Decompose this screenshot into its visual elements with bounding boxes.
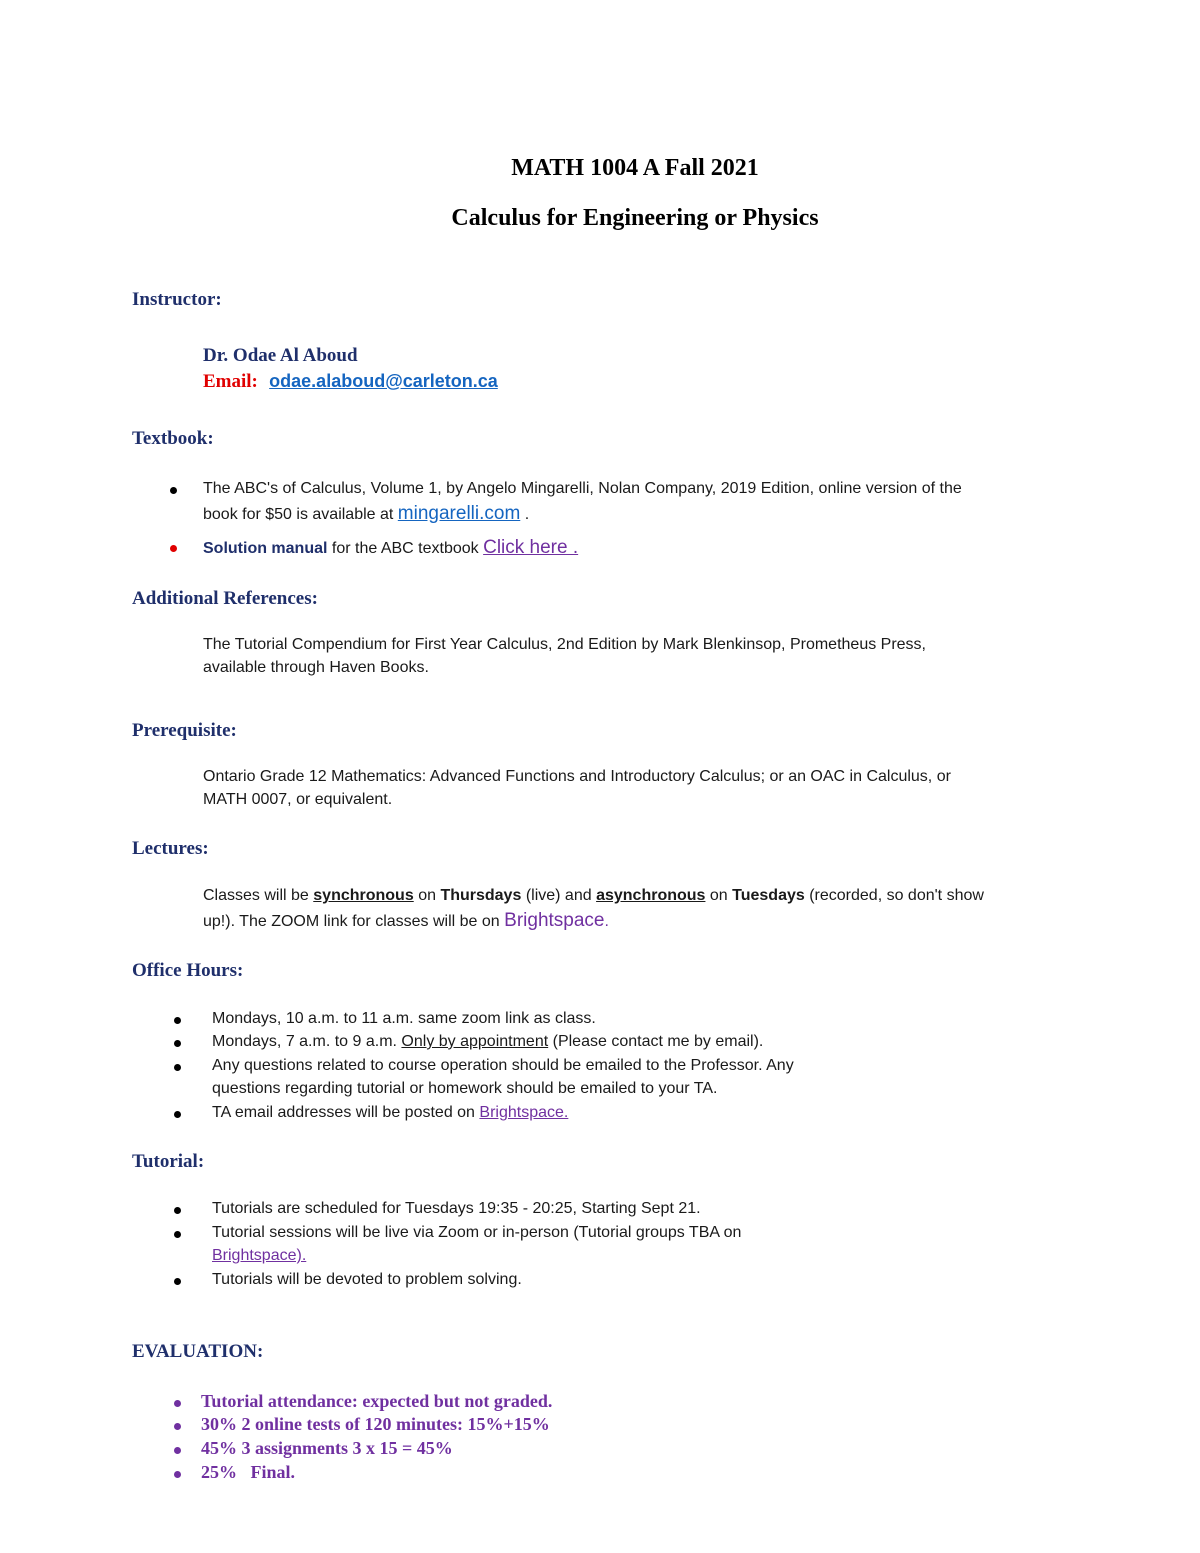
bullet-icon xyxy=(174,1471,181,1478)
lectures-line2 xyxy=(203,910,609,932)
office-hours-item-1: Mondays, 10 a.m. to 11 a.m. same zoom link as class. xyxy=(212,1010,596,1027)
tutorial-item-1: Tutorials are scheduled for Tuesdays 19:35 - 20:25, Starting Sept 21. xyxy=(212,1200,701,1217)
lectures-text: on xyxy=(418,887,436,904)
lectures-text: on xyxy=(709,887,728,904)
bullet-icon xyxy=(174,1278,181,1285)
appointment-text: Only by appointment xyxy=(401,1033,549,1050)
lectures-heading: Lectures: xyxy=(132,838,209,859)
textbook-item-1-end: . xyxy=(524,506,530,523)
bullet-icon xyxy=(170,487,177,494)
course-subtitle: Calculus for Engineering or Physics xyxy=(451,205,819,231)
brightspace-link[interactable]: Brightspace. xyxy=(479,1104,569,1121)
tutorial-item-3: Tutorials will be devoted to problem solving. xyxy=(212,1271,522,1288)
asynchronous-text: asynchronous xyxy=(596,887,706,904)
bullet-icon xyxy=(174,1231,181,1238)
email-link[interactable]: odae.alaboud@carleton.ca xyxy=(269,371,498,391)
office-hours-text: TA email addresses will be posted on xyxy=(212,1104,475,1121)
evaluation-item: 30% 2 online tests of 120 minutes: 15%+15% xyxy=(201,1414,550,1434)
solution-manual-label: Solution manual xyxy=(203,540,328,557)
office-hours-text: (Please contact me by email). xyxy=(552,1033,764,1050)
textbook-item-2 xyxy=(203,537,578,559)
lectures-text: (live) and xyxy=(525,887,592,904)
lectures-text: (recorded, so don't show xyxy=(809,887,984,904)
textbook-heading: Textbook: xyxy=(132,428,214,449)
bullet-icon xyxy=(174,1207,181,1214)
tuesdays-text: Tuesdays xyxy=(732,887,805,904)
email-label: Email: xyxy=(203,371,258,392)
mingarelli-link[interactable]: mingarelli.com xyxy=(397,503,521,524)
references-line2: available through Haven Books. xyxy=(203,659,429,676)
instructor-name: Dr. Odae Al Aboud xyxy=(203,345,358,366)
tutorial-item-2-line2 xyxy=(212,1247,306,1265)
references-heading: Additional References: xyxy=(132,588,318,609)
brightspace-link[interactable]: Brightspace). xyxy=(212,1247,307,1264)
office-hours-text: Mondays, 7 a.m. to 9 a.m. xyxy=(212,1033,397,1050)
prerequisite-heading: Prerequisite: xyxy=(132,720,237,741)
evaluation-heading: EVALUATION: xyxy=(132,1341,264,1362)
office-hours-item-2 xyxy=(212,1033,763,1051)
office-hours-heading: Office Hours: xyxy=(132,960,244,981)
instructor-email-line xyxy=(203,371,498,393)
instructor-heading: Instructor: xyxy=(132,289,222,310)
bullet-icon xyxy=(174,1040,181,1047)
lectures-text: Classes will be xyxy=(203,887,309,904)
lectures-line1 xyxy=(203,887,984,905)
lectures-text: up!). The ZOOM link for classes will be on xyxy=(203,913,500,930)
office-hours-item-4 xyxy=(212,1104,568,1122)
evaluation-item: 45% 3 assignments 3 x 15 = 45% xyxy=(201,1438,453,1458)
bullet-icon xyxy=(174,1423,181,1430)
office-hours-item-3-line1: Any questions related to course operation should be emailed to the Professor. Any xyxy=(212,1057,794,1074)
evaluation-item: 25% Final. xyxy=(201,1462,296,1482)
textbook-item-1-line1: The ABC's of Calculus, Volume 1, by Angelo Mingarelli, Nolan Company, 2019 Edition, online version of the xyxy=(203,480,962,497)
bullet-icon xyxy=(174,1447,181,1454)
textbook-item-1-text: book for $50 is available at xyxy=(203,506,394,523)
brightspace-link[interactable]: Brightspace xyxy=(504,910,605,931)
bullet-icon xyxy=(174,1064,181,1071)
bullet-icon xyxy=(174,1400,181,1407)
course-title: MATH 1004 A Fall 2021 xyxy=(511,155,759,181)
tutorial-item-2-line1: Tutorial sessions will be live via Zoom or in-person (Tutorial groups TBA on xyxy=(212,1224,742,1241)
office-hours-item-3-line2: questions regarding tutorial or homework should be emailed to your TA. xyxy=(212,1080,718,1097)
lectures-end: . xyxy=(604,913,609,930)
references-line1: The Tutorial Compendium for First Year Calculus, 2nd Edition by Mark Blenkinsop, Prometheus Press, xyxy=(203,636,926,653)
bullet-icon xyxy=(170,545,177,552)
synchronous-text: synchronous xyxy=(313,887,414,904)
textbook-item-1-line2 xyxy=(203,503,529,525)
thursdays-text: Thursdays xyxy=(440,887,522,904)
bullet-icon xyxy=(174,1017,181,1024)
solution-manual-link[interactable]: Click here . xyxy=(483,537,579,558)
prerequisite-line2: MATH 0007, or equivalent. xyxy=(203,791,393,808)
bullet-icon xyxy=(174,1111,181,1118)
prerequisite-line1: Ontario Grade 12 Mathematics: Advanced Functions and Introductory Calculus; or an OAC in Calculus, or xyxy=(203,768,951,785)
tutorial-heading: Tutorial: xyxy=(132,1151,205,1172)
evaluation-item: Tutorial attendance: expected but not graded. xyxy=(201,1391,553,1411)
solution-manual-text: for the ABC textbook xyxy=(331,540,479,557)
